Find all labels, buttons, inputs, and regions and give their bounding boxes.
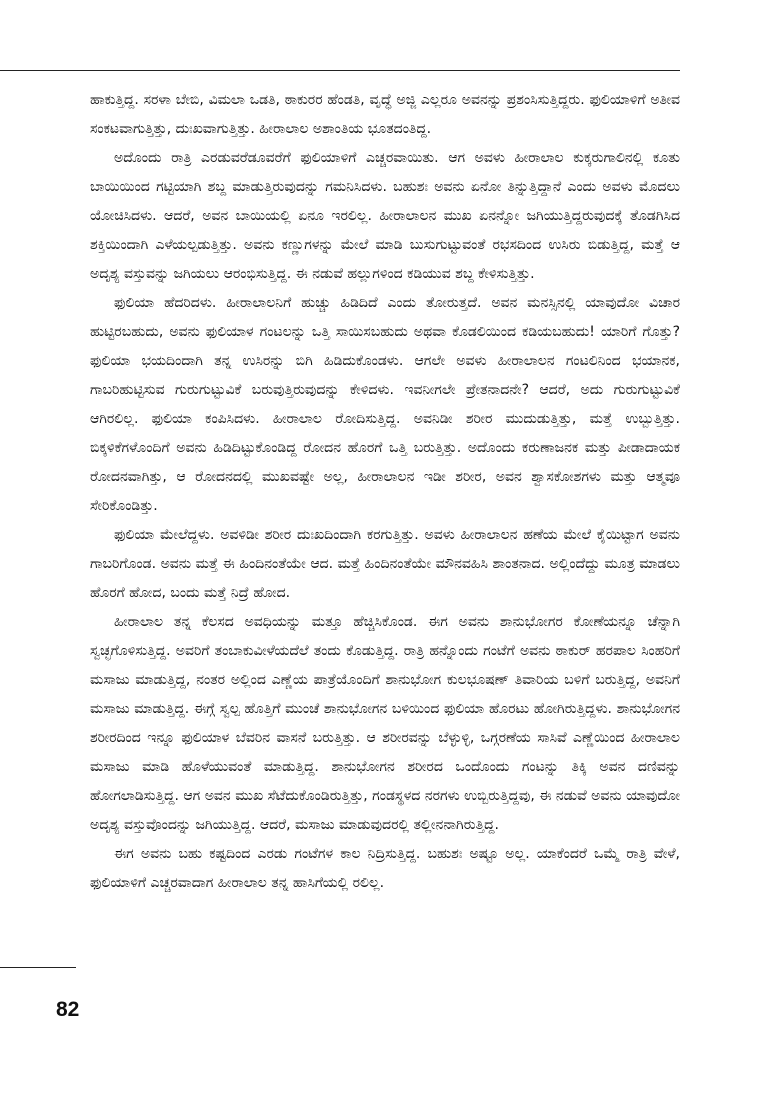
paragraph: ಅದೊಂದು ರಾತ್ರಿ ಎರಡುವರೆಡೂವರೆಗೆ ಫುಲಿಯಾಳಿಗೆ ಎಚ್ಚರವಾಯಿತು. ಆಗ ಅವಳು ಹೀರಾಲಾಲ ಕುಕ್ಕರುಗಾಲಿನಲ್ಲಿ ಕೂತು ಬಾಯಿಯಿಂದ ಗಟ್ಟಿಯಾಗಿ ಶಬ್ದ ಮಾಡುತ್ತಿರುವುದನ್ನು ಗಮನಿಸಿದಳು. ಬಹುಶಃ ಅವನು ಏನೋ ತಿನ್ನುತ್ತಿದ್ದಾನೆ ಎಂದು ಅವಳು ಮೊದಲು ಯೋಚಿಸಿದಳು. ಆದರೆ, ಅವನ ಬಾಯಿಯಲ್ಲಿ ಏನೂ ಇರಲಿಲ್ಲ. ಹೀರಾಲಾಲನ ಮುಖ ಏನನ್ನೋ ಜಗಿಯುತ್ತಿದ್ದರುವುದಕ್ಕೆ ತೊಡಗಿಸಿದ ಶಕ್ತಿಯಿಂದಾಗಿ ಎಳೆಯಲ್ಪಡುತ್ತಿತ್ತು. ಅವನು ಕಣ್ಣುಗಳನ್ನು ಮೇಲೆ ಮಾಡಿ ಬುಸುಗುಟ್ಟುವಂತೆ ರಭಸದಿಂದ ಉಸಿರು ಬಿಡುತ್ತಿದ್ದ, ಮತ್ತೆ ಆ ಅದೃಶ್ಯ ವಸ್ತುವನ್ನು ಜಗಿಯಲು ಆರಂಭಿಸುತ್ತಿದ್ದ. ಈ ನಡುವೆ ಹಲ್ಲುಗಳಿಂದ ಕಡಿಯುವ ಶಬ್ದ ಕೇಳಿಸುತ್ತಿತ್ತು.: [90, 150, 680, 282]
paragraph: ಫುಲಿಯಾ ಮೇಲೆದ್ದಳು. ಅವಳಿಡೀ ಶರೀರ ದುಃಖದಿಂದಾಗಿ ಕರಗುತ್ತಿತ್ತು. ಅವಳು ಹೀರಾಲಾಲನ ಹಣೆಯ ಮೇಲೆ ಕೈಯಿಟ್ಟಾಗ ಅವನು ಗಾಬರಿಗೊಂಡ. ಅವನು ಮತ್ತೆ ಈ ಹಿಂದಿನಂತೆಯೇ ಆದ. ಮತ್ತೆ ಹಿಂದಿನಂತೆಯೇ ಮೌನವಹಿಸಿ ಶಾಂತನಾದ. ಅಲ್ಲಿಂದೆದ್ದು ಮೂತ್ರ ಮಾಡಲು ಹೊರಗೆ ಹೋದ, ಬಂದು ಮತ್ತೆ ನಿದ್ರೆ ಹೋದ.: [90, 527, 680, 601]
paragraph: ಹಾಕುತ್ತಿದ್ದ. ಸರಳಾ ಬೇಬಿ, ವಿಮಲಾ ಒಡತಿ, ಠಾಕುರರ ಹೆಂಡತಿ, ವೃದ್ಧೆ ಅಜ್ಜಿ ಎಲ್ಲರೂ ಅವನನ್ನು ಪ್ರಶಂಸಿಸುತ್ತಿದ್ದರು. ಫುಲಿಯಾಳಿಗೆ ಅತೀವ ಸಂಕಟವಾಗುತ್ತಿತ್ತು, ದುಃಖವಾಗುತ್ತಿತ್ತು. ಹೀರಾಲಾಲ ಅಶಾಂತಿಯ ಭೂತದಂತಿದ್ದ.: [90, 92, 680, 137]
body-text: [90, 86, 680, 898]
paragraph: ಫುಲಿಯಾ ಹೆದರಿದಳು. ಹೀರಾಲಾಲನಿಗೆ ಹುಚ್ಚು ಹಿಡಿದಿದೆ ಎಂದು ತೋರುತ್ತದೆ. ಅವನ ಮನಸ್ಸಿನಲ್ಲಿ ಯಾವುದೋ ವಿಚಾರ ಹುಟ್ಟಿರಬಹುದು, ಅವನು ಫುಲಿಯಾಳ ಗಂಟಲನ್ನು ಒತ್ತಿ ಸಾಯಿಸಬಹುದು ಅಥವಾ ಕೊಡಲಿಯಿಂದ ಕಡಿಯಬಹುದು! ಯಾರಿಗೆ ಗೊತ್ತು? ಫುಲಿಯಾ ಭಯದಿಂದಾಗಿ ತನ್ನ ಉಸಿರನ್ನು ಬಿಗಿ ಹಿಡಿದುಕೊಂಡಳು. ಆಗಲೇ ಅವಳು ಹೀರಾಲಾಲನ ಗಂಟಲಿನಿಂದ ಭಯಾನಕ, ಗಾಬರಿಹುಟ್ಟಿಸುವ ಗುರುಗುಟ್ಟುವಿಕೆ ಬರುವುತ್ತಿರುವುದನ್ನು ಕೇಳಿದಳು. ಇವನೀಗಲೇ ಪ್ರೇತನಾದನೇ? ಆದರೆ, ಅದು ಗುರುಗುಟ್ಟುವಿಕೆ ಆಗಿರಲಿಲ್ಲ. ಫುಲಿಯಾ ಕಂಪಿಸಿದಳು. ಹೀರಾಲಾಲ ರೋದಿಸುತ್ತಿದ್ದ. ಅವನಿಡೀ ಶರೀರ ಮುದುಡುತ್ತಿತ್ತು, ಮತ್ತೆ ಉಬ್ಬುತ್ತಿತ್ತು. ಬಿಕ್ಕಳಿಕೆಗಳೊಂದಿಗೆ ಅವನು ಹಿಡಿದಿಟ್ಟುಕೊಂಡಿದ್ದ ರೋದನ ಹೊರಗೆ ಒತ್ತಿ ಬರುತ್ತಿತ್ತು. ಅದೊಂದು ಕರುಣಾಜನಕ ಮತ್ತು ಪೀಡಾದಾಯಕ ರೋದನವಾಗಿತ್ತು, ಆ ರೋದನದಲ್ಲಿ ಮುಖವಷ್ಟೇ ಅಲ್ಲ, ಹೀರಾಲಾಲನ ಇಡೀ ಶರೀರ, ಅವನ ಶ್ವಾಸಕೋಶಗಳು ಮತ್ತು ಆತ್ಮವೂ ಸೇರಿಕೊಂಡಿತ್ತು.: [90, 295, 680, 514]
page-number: 82: [56, 998, 80, 1021]
bottom-rule: [0, 967, 76, 968]
top-rule: [0, 70, 680, 71]
paragraph: ಈಗ ಅವನು ಬಹು ಕಷ್ಟದಿಂದ ಎರಡು ಗಂಟೆಗಳ ಕಾಲ ನಿದ್ರಿಸುತ್ತಿದ್ದ. ಬಹುಶಃ ಅಷ್ಟೂ ಅಲ್ಲ. ಯಾಕೆಂದರೆ ಒಮ್ಮೆ ರಾತ್ರಿ ವೇಳೆ, ಫುಲಿಯಾಳಿಗೆ ಎಚ್ಚರವಾದಾಗ ಹೀರಾಲಾಲ ತನ್ನ ಹಾಸಿಗೆಯಲ್ಲಿ ರಲಿಲ್ಲ.: [90, 846, 680, 891]
paragraph: ಹೀರಾಲಾಲ ತನ್ನ ಕೆಲಸದ ಅವಧಿಯನ್ನು ಮತ್ತೂ ಹೆಚ್ಚಿಸಿಕೊಂಡ. ಈಗ ಅವನು ಶಾನುಭೋಗರ ಕೋಣೆಯನ್ನೂ ಚೆನ್ನಾಗಿ ಸ್ವಚ್ಛಗೊಳಿಸುತ್ತಿದ್ದ. ಅವರಿಗೆ ತಂಬಾಕುವೀಳೆಯದೆಲೆ ತಂದು ಕೊಡುತ್ತಿದ್ದ. ರಾತ್ರಿ ಹನ್ನೊಂದು ಗಂಟೆಗೆ ಅವನು ಠಾಕುರ್ ಹರಪಾಲ ಸಿಂಹರಿಗೆ ಮಸಾಜು ಮಾಡುತ್ತಿದ್ದ, ನಂತರ ಅಲ್ಲಿಂದ ಎಣ್ಣೆಯ ಪಾತ್ರೆಯೊಂದಿಗೆ ಶಾನುಭೋಗ ಕುಲಭೂಷಣ್ ತಿವಾರಿಯ ಬಳಿಗೆ ಬರುತ್ತಿದ್ದ, ಅವನಿಗೆ ಮಸಾಜು ಮಾಡುತ್ತಿದ್ದ. ಈಗ್ಗೆ ಸ್ವಲ್ಪ ಹೊತ್ತಿಗೆ ಮುಂಚೆ ಶಾನುಭೋಗನ ಬಳಿಯಿಂದ ಫುಲಿಯಾ ಹೊರಟು ಹೋಗಿರುತ್ತಿದ್ದಳು. ಶಾನುಭೋಗನ ಶರೀರದಿಂದ ಇನ್ನೂ ಫುಲಿಯಾಳ ಬೆವರಿನ ವಾಸನೆ ಬರುತ್ತಿತ್ತು. ಆ ಶರೀರವನ್ನು ಬೆಳ್ಳುಳ್ಳಿ, ಒಗ್ಗರಣೆಯ ಸಾಸಿವೆ ಎಣ್ಣೆಯಿಂದ ಹೀರಾಲಾಲ ಮಸಾಜು ಮಾಡಿ ಹೊಳೆಯುವಂತೆ ಮಾಡುತ್ತಿದ್ದ. ಶಾನುಭೋಗನ ಶರೀರದ ಒಂದೊಂದು ಗಂಟನ್ನು ತಿಕ್ಕಿ ಅವನ ದಣಿವನ್ನು ಹೋಗಲಾಡಿಸುತ್ತಿದ್ದ. ಆಗ ಅವನ ಮುಖ ಸೆಟೆದುಕೊಂಡಿರುತ್ತಿತ್ತು, ಗಂಡಸ್ಥಳದ ನರಗಳು ಉಬ್ಬಿರುತ್ತಿದ್ದವು, ಈ ನಡುವೆ ಅವನು ಯಾವುದೋ ಅದೃಶ್ಯ ವಸ್ತುವೊಂದನ್ನು ಜಗಿಯುತ್ತಿದ್ದ. ಆದರೆ, ಮಸಾಜು ಮಾಡುವುದರಲ್ಲಿ ತಲ್ಲೀನನಾಗಿರುತ್ತಿದ್ದ.: [90, 614, 680, 833]
